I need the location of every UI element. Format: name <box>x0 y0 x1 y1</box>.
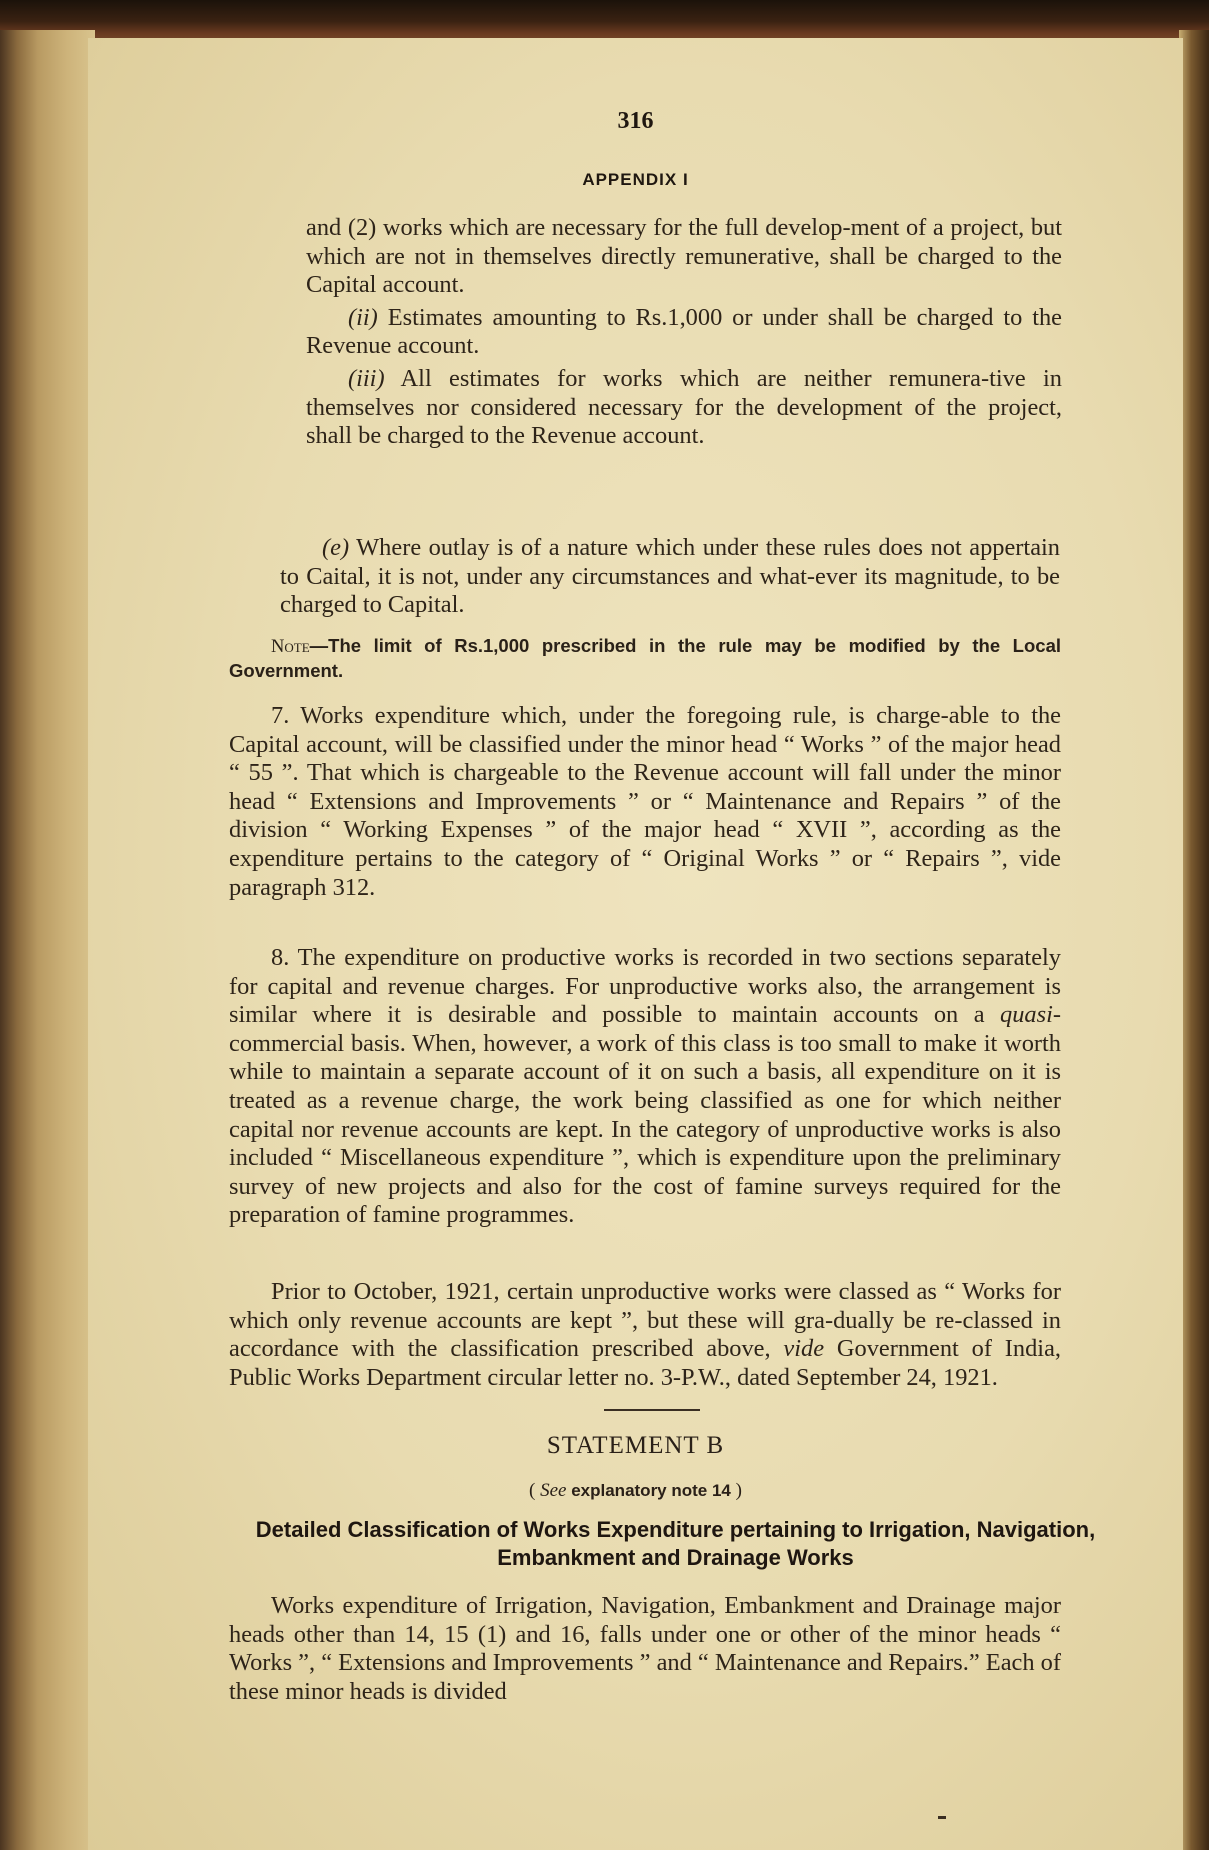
ink-mark <box>938 1816 946 1819</box>
note: Note—The limit of Rs.1,000 prescribed in the rule may be modified by the Local Government. <box>229 635 1061 681</box>
clause-d-ii: (ii) Estimates amounting to Rs.1,000 or under shall be charged to the Revenue account. <box>306 303 1062 360</box>
clause-d-block <box>306 214 1062 451</box>
paragraph-8: 8. The expenditure on productive works is recorded in two sections separately for capital and revenue charges. For unproductive works also, the arrangement is similar where it is desirable and possible to maintain accounts on a quasi-commercial basis. When, however, a work of this class is too small to make it worth while to maintain a separate account of it on such a basis, all expenditure on it is treated as a revenue charge, the work being classified as one for which neither capital nor revenue accounts are kept. In the category of unproductive works is also included “ Miscellaneous expenditure ”, which is expenditure upon the preliminary survey of new projects and also for the cost of famine surveys required for the preparation of famine programmes. <box>229 944 1061 1229</box>
section-divider <box>604 1409 700 1411</box>
statement-title: STATEMENT B <box>546 1432 725 1459</box>
clause-d-continuation: and (2) works which are necessary for the full develop-ment of a project, but which are not in themselves directly remunerative, shall be charged to the Capital account. <box>306 214 1062 299</box>
statement-heading: Detailed Classification of Works Expenditure pertaining to Irrigation, Navigation, Embankment and Drainage Works <box>255 1517 1096 1570</box>
appendix-title: APPENDIX I <box>582 170 689 189</box>
paragraph-7: 7. Works expenditure which, under the foregoing rule, is charge-able to the Capital account, will be classified under the minor head “ Works ” of the major head “ 55 ”. That which is chargeable to the Revenue account will fall under the minor head “ Extensions and Improvements ” or “ Maintenance and Repairs ” of the division “ Working Expenses ” of the major head “ XVII ”, according as the expenditure pertains to the category of “ Original Works ” or “ Repairs ”, vide paragraph 312. <box>229 702 1061 901</box>
page-number: 316 <box>617 108 654 134</box>
book-binding <box>0 30 95 1850</box>
clause-d-iii: (iii) All estimates for works which are neither remunera-tive in themselves nor considered necessary for the development of the project, shall be charged to the Revenue account. <box>306 364 1062 450</box>
statement-reference: ( See explanatory note 14 ) <box>529 1480 742 1501</box>
clause-e: (e) Where outlay is of a nature which under these rules does not appertain to Caital, it is not, under any circumstances and what-ever its magnitude, to be charged to Capital. <box>280 534 1060 619</box>
scanned-page <box>88 38 1183 1850</box>
paragraph-prior: Prior to October, 1921, certain unproductive works were classed as “ Works for which only revenue accounts are kept ”, but these will gra-dually be re-classed in accordance with the classification prescribed above, vide Government of India, Public Works Department circular letter no. 3-P.W., dated September 24, 1921. <box>229 1278 1061 1391</box>
book-right-edge <box>1179 30 1209 1850</box>
statement-body: Works expenditure of Irrigation, Navigation, Embankment and Drainage major heads other than 14, 15 (1) and 16, falls under one or other of the minor heads “ Works ”, “ Extensions and Improvements ” and “ Maintenance and Repairs.” Each of these minor heads is divided <box>229 1592 1061 1705</box>
